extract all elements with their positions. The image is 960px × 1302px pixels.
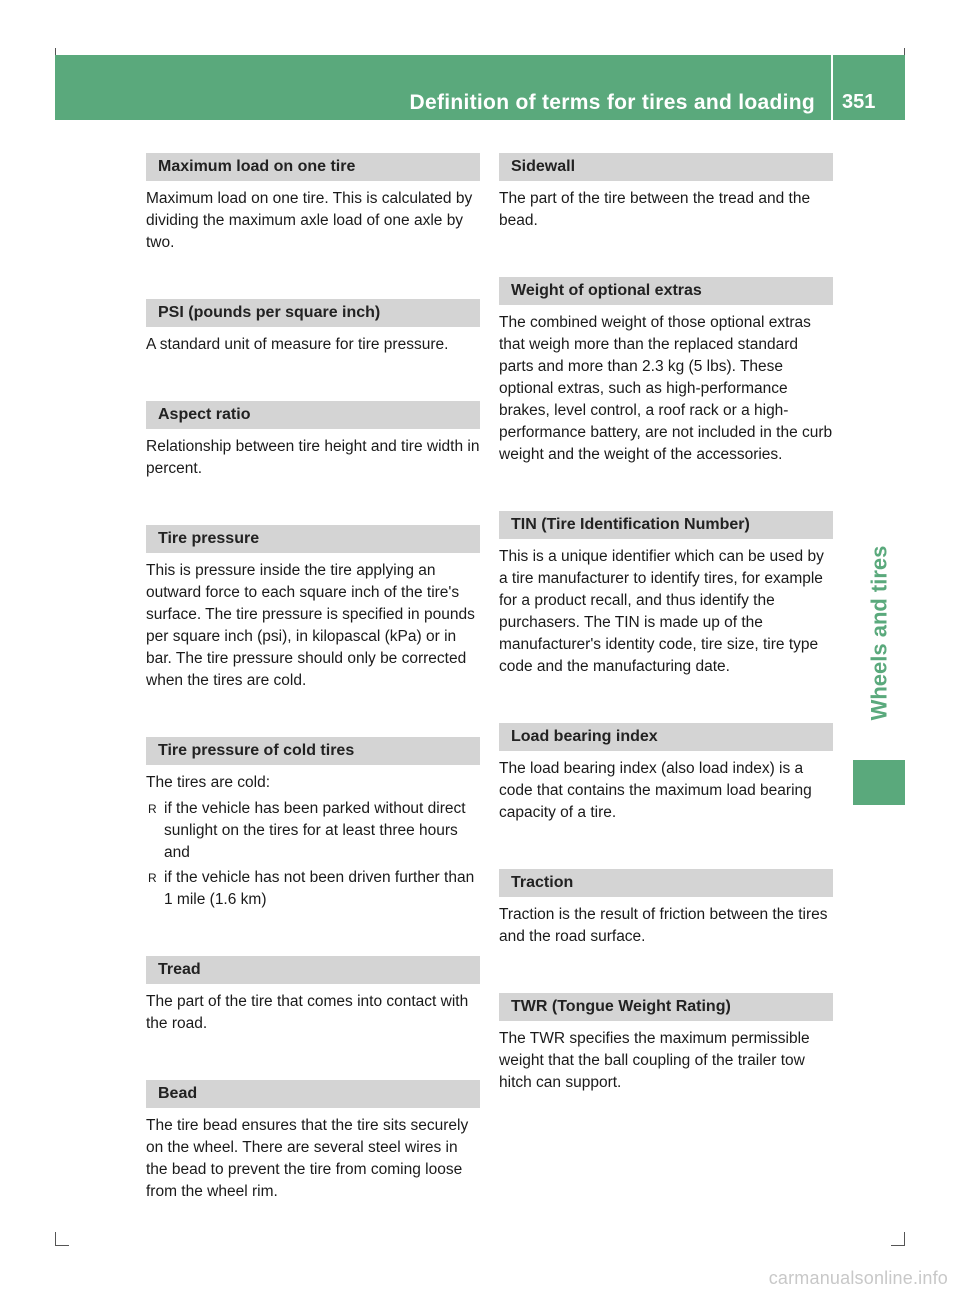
chapter-label-text: Wheels and tires — [866, 545, 891, 720]
section-body: This is pressure inside the tire applying an outward force to each square inch of the tire's surface. The tire pressure is specified in pounds per square inch (psi), in kilopascal (kPa) or in bar. The tire pressure should only be corrected when the tires are cold. — [146, 562, 475, 689]
section-heading: Tread — [146, 956, 480, 984]
section-heading: Aspect ratio — [146, 401, 480, 429]
bullet-list — [146, 798, 480, 911]
section-traction — [499, 869, 833, 948]
section-body: The load bearing index (also load index) is a code that contains the maximum load bearing capacity of a tire. — [499, 760, 812, 821]
page-number: 351 — [842, 91, 876, 113]
section-heading: Tire pressure of cold tires — [146, 737, 480, 765]
crop-mark — [904, 1232, 905, 1246]
section-heading: Weight of optional extras — [499, 277, 833, 305]
section-heading: PSI (pounds per square inch) — [146, 299, 480, 327]
section-twr — [499, 993, 833, 1094]
section-body: Maximum load on one tire. This is calculated by dividing the maximum axle load of one axle by two. — [146, 190, 473, 251]
section-intro: The tires are cold: — [146, 774, 271, 791]
section-body: The tire bead ensures that the tire sits securely on the wheel. There are several steel wires in the bead to prevent the tire from coming loose from the wheel rim. — [146, 1117, 469, 1200]
section-body: Relationship between tire height and tire width in percent. — [146, 438, 480, 477]
section-optional-extras — [499, 277, 833, 466]
section-body: The part of the tire that comes into contact with the road. — [146, 993, 469, 1032]
header-divider — [831, 55, 833, 120]
section-tire-pressure — [146, 525, 480, 692]
section-body: Traction is the result of friction between the tires and the road surface. — [499, 906, 828, 945]
section-heading: Sidewall — [499, 153, 833, 181]
page-header — [55, 55, 905, 120]
section-body: The TWR specifies the maximum permissible weight that the ball coupling of the trailer tow hitch can support. — [499, 1030, 810, 1091]
left-column — [146, 153, 480, 1203]
bullet-item: R if the vehicle has been parked without direct sunlight on the tires for at least three hours and — [146, 798, 480, 864]
chapter-tab-marker — [853, 760, 905, 805]
section-body: The combined weight of those optional extras that weigh more than the replaced standard parts and more than 2.3 kg (5 lbs). These optional extras, such as high-performance brakes, level control, a roof rack or a high-performance battery, are not included in the curb weight and the weight of the accessories. — [499, 314, 833, 463]
section-heading: TWR (Tongue Weight Rating) — [499, 993, 833, 1021]
page-title: Definition of terms for tires and loading — [409, 91, 815, 114]
section-max-load — [146, 153, 480, 254]
watermark-text: carmanualsonline.info — [768, 1268, 948, 1288]
chapter-side-label — [853, 510, 905, 755]
section-tread — [146, 956, 480, 1035]
section-body: A standard unit of measure for tire pressure. — [146, 336, 449, 353]
crop-mark — [891, 1245, 905, 1246]
bullet-item: R if the vehicle has not been driven further than 1 mile (1.6 km) — [146, 867, 480, 911]
section-body: This is a unique identifier which can be used by a tire manufacturer to identify tires, for example for a product recall, and thus identify the purchasers. The TIN is made up of the manufacturer's identity code, tire size, tire type code and the manufacturing date. — [499, 548, 824, 675]
section-heading: TIN (Tire Identification Number) — [499, 511, 833, 539]
section-body: The part of the tire between the tread and the bead. — [499, 190, 811, 229]
section-load-index — [499, 723, 833, 824]
section-heading: Maximum load on one tire — [146, 153, 480, 181]
section-heading: Tire pressure — [146, 525, 480, 553]
section-sidewall — [499, 153, 833, 232]
section-bead — [146, 1080, 480, 1203]
section-heading: Load bearing index — [499, 723, 833, 751]
section-heading: Traction — [499, 869, 833, 897]
section-tin — [499, 511, 833, 678]
section-aspect-ratio — [146, 401, 480, 480]
section-psi — [146, 299, 480, 356]
crop-mark — [55, 1245, 69, 1246]
section-heading: Bead — [146, 1080, 480, 1108]
right-column — [499, 153, 833, 1094]
crop-mark — [55, 1232, 56, 1246]
section-cold-tires — [146, 737, 480, 911]
